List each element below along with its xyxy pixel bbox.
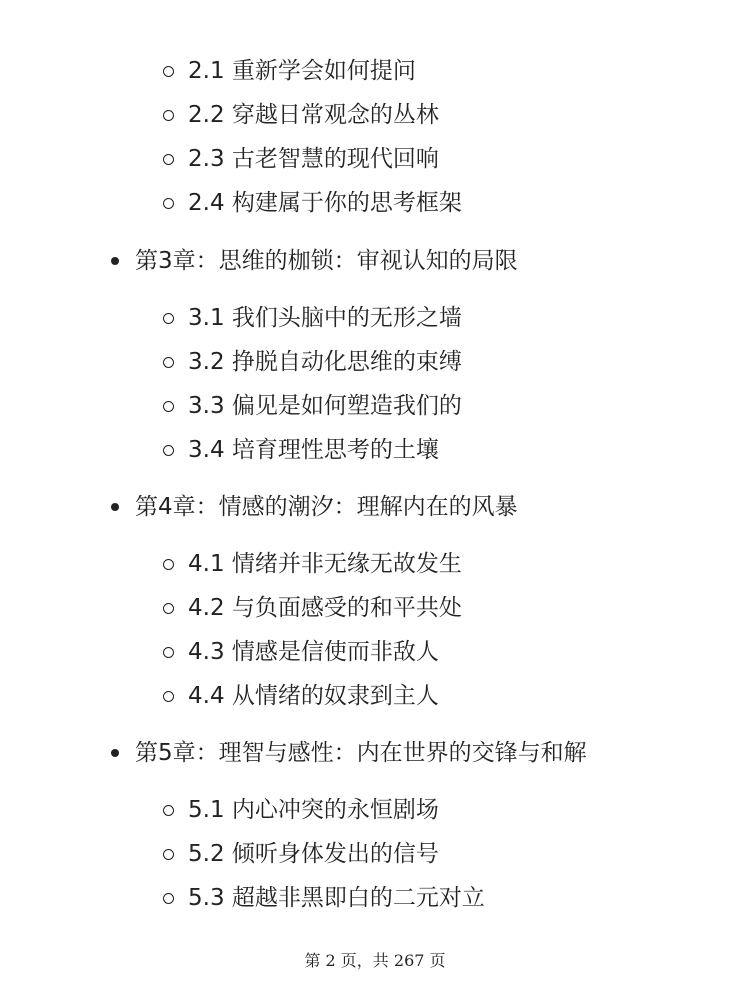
- hollow-bullet-icon: [163, 849, 174, 860]
- toc-section-item[interactable]: [188, 795, 439, 825]
- hollow-bullet-icon: [163, 110, 174, 121]
- toc-item-label: 5.3 超越非黑即白的二元对立: [188, 885, 485, 911]
- hollow-bullet-icon: [163, 893, 174, 904]
- hollow-bullet-icon: [163, 559, 174, 570]
- toc-section-item[interactable]: [188, 839, 439, 869]
- toc-item-label: 3.3 偏见是如何塑造我们的: [188, 393, 462, 419]
- toc-item-label: 4.4 从情绪的奴隶到主人: [188, 683, 439, 709]
- hollow-bullet-icon: [163, 198, 174, 209]
- hollow-bullet-icon: [163, 445, 174, 456]
- toc-section-item[interactable]: [188, 883, 485, 913]
- toc-section-item[interactable]: [188, 188, 462, 218]
- hollow-bullet-icon: [163, 313, 174, 324]
- toc-item-label: 4.2 与负面感受的和平共处: [188, 595, 462, 621]
- toc-section-item[interactable]: [188, 637, 439, 667]
- toc-section-item[interactable]: [188, 56, 416, 86]
- toc-section-item[interactable]: [188, 681, 439, 711]
- hollow-bullet-icon: [163, 66, 174, 77]
- hollow-bullet-icon: [163, 805, 174, 816]
- hollow-bullet-icon: [163, 401, 174, 412]
- page-number-footer: 第 2 页，共 267 页: [304, 951, 446, 970]
- toc-item-label: 3.2 挣脱自动化思维的束缚: [188, 349, 462, 375]
- toc-item-label: 第3章：思维的枷锁：审视认知的局限: [135, 248, 518, 274]
- toc-item-label: 3.4 培育理性思考的土壤: [188, 437, 439, 463]
- toc-section-item[interactable]: [188, 303, 462, 333]
- toc-item-label: 2.3 古老智慧的现代回响: [188, 146, 439, 172]
- toc-section-item[interactable]: [188, 391, 462, 421]
- toc-item-label: 3.1 我们头脑中的无形之墙: [188, 305, 462, 331]
- toc-section-item[interactable]: [188, 549, 462, 579]
- filled-bullet-icon: [111, 503, 119, 511]
- toc-chapter-item[interactable]: [135, 246, 518, 276]
- toc-item-label: 第4章：情感的潮汐：理解内在的风暴: [135, 494, 518, 520]
- hollow-bullet-icon: [163, 357, 174, 368]
- toc-section-item[interactable]: [188, 593, 462, 623]
- toc-section-item[interactable]: [188, 435, 439, 465]
- toc-chapter-item[interactable]: [135, 738, 587, 768]
- toc-section-item[interactable]: [188, 100, 439, 130]
- toc-item-label: 4.3 情感是信使而非敌人: [188, 639, 439, 665]
- toc-item-label: 2.2 穿越日常观念的丛林: [188, 102, 439, 128]
- hollow-bullet-icon: [163, 647, 174, 658]
- hollow-bullet-icon: [163, 691, 174, 702]
- toc-item-label: 第5章：理智与感性：内在世界的交锋与和解: [135, 740, 587, 766]
- toc-item-label: 4.1 情绪并非无缘无故发生: [188, 551, 462, 577]
- hollow-bullet-icon: [163, 154, 174, 165]
- toc-item-label: 5.1 内心冲突的永恒剧场: [188, 797, 439, 823]
- toc-chapter-item[interactable]: [135, 492, 518, 522]
- toc-section-item[interactable]: [188, 347, 462, 377]
- toc-section-item[interactable]: [188, 144, 439, 174]
- filled-bullet-icon: [111, 257, 119, 265]
- toc-item-label: 2.4 构建属于你的思考框架: [188, 190, 462, 216]
- toc-item-label: 2.1 重新学会如何提问: [188, 58, 416, 84]
- toc-item-label: 5.2 倾听身体发出的信号: [188, 841, 439, 867]
- filled-bullet-icon: [111, 749, 119, 757]
- hollow-bullet-icon: [163, 603, 174, 614]
